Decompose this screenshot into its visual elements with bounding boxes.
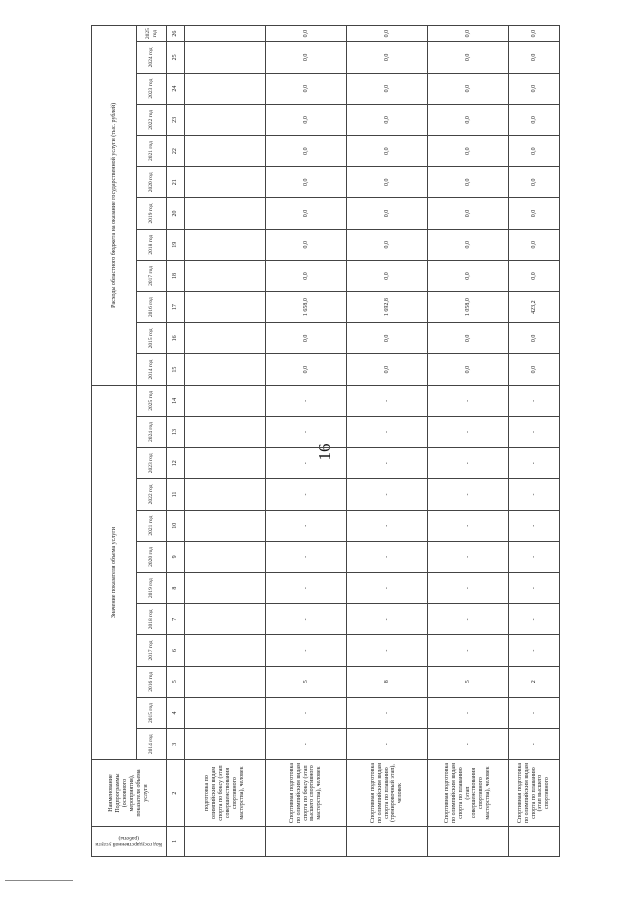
volume-value-cell: - <box>509 448 560 479</box>
table-body <box>185 26 560 857</box>
expense-value-cell: 0,0 <box>509 260 560 291</box>
volume-value-cell <box>185 666 266 697</box>
volume-value-cell: - <box>428 448 509 479</box>
volume-value-cell: - <box>428 697 509 728</box>
expense-value-cell: 0,0 <box>428 73 509 104</box>
volume-value-cell: - <box>266 541 347 572</box>
expense-value-cell <box>185 229 266 260</box>
volume-value-cell: - <box>347 697 428 728</box>
header-code: Код государственной услуги (работы) <box>92 826 167 856</box>
service-code-cell <box>266 826 347 856</box>
column-number: 1 <box>167 826 185 856</box>
expense-value-cell: 0,0 <box>509 198 560 229</box>
indicator-name-cell: Спортивная подготовка по олимпийским видам спорта по плаванию (этап высшего спортивного <box>509 760 560 826</box>
expense-value-cell: 0,0 <box>509 167 560 198</box>
expense-value-cell: 0,0 <box>347 73 428 104</box>
expense-value-cell: 0,0 <box>509 104 560 135</box>
column-number: 25 <box>167 42 185 73</box>
expense-value-cell: 0,0 <box>266 167 347 198</box>
expense-value-cell <box>185 354 266 385</box>
expense-value-cell: 0,0 <box>266 73 347 104</box>
volume-value-cell: - <box>509 479 560 510</box>
volume-value-cell: - <box>509 604 560 635</box>
volume-value-cell: - <box>509 573 560 604</box>
volume-value-cell: - <box>509 635 560 666</box>
volume-value-cell: - <box>509 697 560 728</box>
column-number: 23 <box>167 104 185 135</box>
column-number: 12 <box>167 448 185 479</box>
expense-value-cell: 0,0 <box>347 354 428 385</box>
volume-value-cell: - <box>428 479 509 510</box>
expense-value-cell <box>185 260 266 291</box>
volume-value-cell <box>185 479 266 510</box>
column-number: 16 <box>167 323 185 354</box>
header-year: 2024 год <box>137 416 167 447</box>
expense-value-cell: 0,0 <box>347 135 428 166</box>
volume-value-cell: - <box>347 573 428 604</box>
expense-value-cell <box>185 323 266 354</box>
header-year: 2024 год <box>137 42 167 73</box>
column-number: 17 <box>167 292 185 323</box>
header-expense-group: Расходы областного бюджета на оказание государственной услуги (тыс. рублей) <box>92 26 137 386</box>
volume-value-cell: - <box>428 573 509 604</box>
expense-value-cell: 0,0 <box>266 323 347 354</box>
page-number: 16 <box>315 443 334 461</box>
column-number: 8 <box>167 573 185 604</box>
expense-value-cell: 1 058,0 <box>428 292 509 323</box>
expense-value-cell: 1 692,8 <box>347 292 428 323</box>
expense-value-cell: 0,0 <box>347 229 428 260</box>
expense-value-cell: 0,0 <box>428 42 509 73</box>
volume-value-cell: - <box>347 448 428 479</box>
header-volume-group: Значение показателя объема услуги <box>92 385 137 760</box>
volume-value-cell: - <box>347 729 428 760</box>
volume-value-cell <box>185 729 266 760</box>
volume-value-cell: - <box>347 541 428 572</box>
volume-value-cell <box>185 416 266 447</box>
table-row <box>347 26 428 857</box>
header-year: 2020 год <box>137 541 167 572</box>
header-row-years <box>137 26 167 857</box>
expense-value-cell <box>185 292 266 323</box>
column-number: 11 <box>167 479 185 510</box>
service-code-cell <box>509 826 560 856</box>
expense-value-cell: 0,0 <box>266 229 347 260</box>
expense-value-cell: 0,0 <box>509 26 560 42</box>
volume-value-cell: - <box>509 416 560 447</box>
expense-value-cell <box>185 135 266 166</box>
expense-value-cell: 0,0 <box>347 42 428 73</box>
expense-value-cell: 0,0 <box>509 229 560 260</box>
volume-value-cell: - <box>347 635 428 666</box>
header-row-groups <box>92 26 137 857</box>
expense-value-cell: 0,0 <box>509 42 560 73</box>
volume-value-cell: 2 <box>509 666 560 697</box>
service-code-cell <box>347 826 428 856</box>
volume-value-cell: - <box>266 635 347 666</box>
expense-value-cell <box>185 26 266 42</box>
volume-value-cell: - <box>266 479 347 510</box>
volume-value-cell: - <box>509 385 560 416</box>
expense-value-cell: 0,0 <box>266 42 347 73</box>
header-year: 2018 год <box>137 604 167 635</box>
volume-value-cell <box>185 448 266 479</box>
column-number: 26 <box>167 26 185 42</box>
table-row <box>428 26 509 857</box>
header-year: 2017 год <box>137 635 167 666</box>
header-year: 2020 год <box>137 167 167 198</box>
expense-value-cell <box>185 104 266 135</box>
volume-value-cell: - <box>266 385 347 416</box>
volume-value-cell: - <box>428 604 509 635</box>
volume-value-cell: - <box>428 385 509 416</box>
expense-value-cell: 0,0 <box>266 26 347 42</box>
volume-value-cell: - <box>428 416 509 447</box>
column-number: 15 <box>167 354 185 385</box>
expense-value-cell: 0,0 <box>428 198 509 229</box>
expense-value-cell <box>185 167 266 198</box>
volume-value-cell <box>185 697 266 728</box>
volume-value-cell: - <box>266 729 347 760</box>
header-year: 2016 год <box>137 666 167 697</box>
expense-value-cell: 0,0 <box>428 260 509 291</box>
volume-value-cell: - <box>509 541 560 572</box>
expense-table <box>91 25 560 857</box>
column-number: 20 <box>167 198 185 229</box>
volume-value-cell <box>185 604 266 635</box>
indicator-name-cell: Спортивная подготовка по олимпийским видам спорта по плаванию (тренировочный этап), человек <box>347 760 428 826</box>
expense-value-cell: 1 658,0 <box>266 292 347 323</box>
column-number: 21 <box>167 167 185 198</box>
header-year: 2014 год <box>137 354 167 385</box>
expense-value-cell: 0,0 <box>347 323 428 354</box>
expense-value-cell: 0,0 <box>428 354 509 385</box>
expense-value-cell: 0,0 <box>266 354 347 385</box>
volume-value-cell: - <box>347 416 428 447</box>
header-year: 2023 год <box>137 448 167 479</box>
column-number: 4 <box>167 697 185 728</box>
volume-value-cell <box>185 385 266 416</box>
header-year: 2014 год <box>137 729 167 760</box>
header-year: 2019 год <box>137 573 167 604</box>
volume-value-cell: - <box>266 416 347 447</box>
table-row <box>266 26 347 857</box>
header-year: 2021 год <box>137 135 167 166</box>
expense-value-cell: 0,0 <box>347 167 428 198</box>
header-year: 2021 год <box>137 510 167 541</box>
header-row-column-numbers <box>167 26 185 857</box>
column-number: 19 <box>167 229 185 260</box>
volume-value-cell: - <box>509 510 560 541</box>
expense-value-cell: 0,0 <box>509 354 560 385</box>
expense-value-cell: 0,0 <box>428 135 509 166</box>
volume-value-cell: - <box>266 448 347 479</box>
expense-value-cell: 0,0 <box>428 104 509 135</box>
column-number: 13 <box>167 416 185 447</box>
expense-value-cell: 0,0 <box>428 167 509 198</box>
expense-value-cell: 0,0 <box>266 135 347 166</box>
volume-value-cell: - <box>266 604 347 635</box>
column-number: 3 <box>167 729 185 760</box>
expense-value-cell: 0,0 <box>347 198 428 229</box>
column-number: 6 <box>167 635 185 666</box>
expense-value-cell <box>185 73 266 104</box>
volume-value-cell: 5 <box>428 666 509 697</box>
expense-value-cell <box>185 198 266 229</box>
indicator-name-cell: Спортивная подготовка по олимпийским видам спорта по боксу (этап высшего спортивного мастерства), человек <box>266 760 347 826</box>
expense-value-cell: 0,0 <box>509 135 560 166</box>
header-year: 2018 год <box>137 229 167 260</box>
expense-value-cell: 0,0 <box>347 26 428 42</box>
volume-value-cell: - <box>428 541 509 572</box>
column-number: 14 <box>167 385 185 416</box>
expense-value-cell: 0,0 <box>347 104 428 135</box>
volume-value-cell: - <box>266 573 347 604</box>
header-year: 2023 год <box>137 73 167 104</box>
volume-value-cell <box>185 541 266 572</box>
expense-value-cell <box>185 42 266 73</box>
expense-value-cell: 423,2 <box>509 292 560 323</box>
column-number: 9 <box>167 541 185 572</box>
service-code-cell <box>185 826 266 856</box>
volume-value-cell: 5 <box>266 666 347 697</box>
volume-value-cell <box>185 510 266 541</box>
service-code-cell <box>428 826 509 856</box>
header-name: Наименование Подпрограммы (основного мероприятия), показателя объема услуги <box>92 760 167 826</box>
volume-value-cell: - <box>347 479 428 510</box>
table-row <box>509 26 560 857</box>
volume-value-cell: - <box>428 510 509 541</box>
indicator-name-cell: Спортивная подготовка по олимпийским видам спорта по плаванию (этап совершенствования спортивного мастерства), человек <box>428 760 509 826</box>
column-number: 5 <box>167 666 185 697</box>
expense-value-cell: 0,0 <box>428 229 509 260</box>
column-number: 18 <box>167 260 185 291</box>
column-number: 10 <box>167 510 185 541</box>
volume-value-cell: - <box>509 729 560 760</box>
header-year: 2022 год <box>137 104 167 135</box>
header-year: 2016 год <box>137 292 167 323</box>
expense-value-cell: 0,0 <box>266 104 347 135</box>
expense-value-cell: 0,0 <box>266 260 347 291</box>
header-year: 2025 год <box>137 385 167 416</box>
table-row <box>185 26 266 857</box>
expense-value-cell: 0,0 <box>347 260 428 291</box>
header-year: 2015 год <box>137 697 167 728</box>
volume-value-cell: - <box>428 635 509 666</box>
column-number: 22 <box>167 135 185 166</box>
table-container <box>91 25 574 857</box>
expense-value-cell: 0,0 <box>428 26 509 42</box>
rotated-table-wrapper <box>91 25 574 857</box>
volume-value-cell: - <box>266 510 347 541</box>
expense-value-cell: 0,0 <box>509 323 560 354</box>
volume-value-cell <box>185 573 266 604</box>
volume-value-cell: - <box>428 729 509 760</box>
volume-value-cell: - <box>347 385 428 416</box>
footnote-rule <box>5 880 73 881</box>
column-number: 7 <box>167 604 185 635</box>
header-year: 2025 год <box>137 26 167 42</box>
expense-value-cell: 0,0 <box>509 73 560 104</box>
volume-value-cell: - <box>347 510 428 541</box>
expense-value-cell: 0,0 <box>428 323 509 354</box>
volume-value-cell: - <box>347 604 428 635</box>
volume-value-cell: 8 <box>347 666 428 697</box>
column-number: 24 <box>167 73 185 104</box>
header-year: 2015 год <box>137 323 167 354</box>
expense-value-cell: 0,0 <box>266 198 347 229</box>
volume-value-cell: - <box>266 697 347 728</box>
header-year: 2017 год <box>137 260 167 291</box>
column-number: 2 <box>167 760 185 826</box>
header-year: 2022 год <box>137 479 167 510</box>
volume-value-cell <box>185 635 266 666</box>
indicator-name-cell: подготовка по олимпийским видам спорта по боксу (этап совершенствования спортивного мастерства), человек <box>185 760 266 826</box>
header-year: 2019 год <box>137 198 167 229</box>
